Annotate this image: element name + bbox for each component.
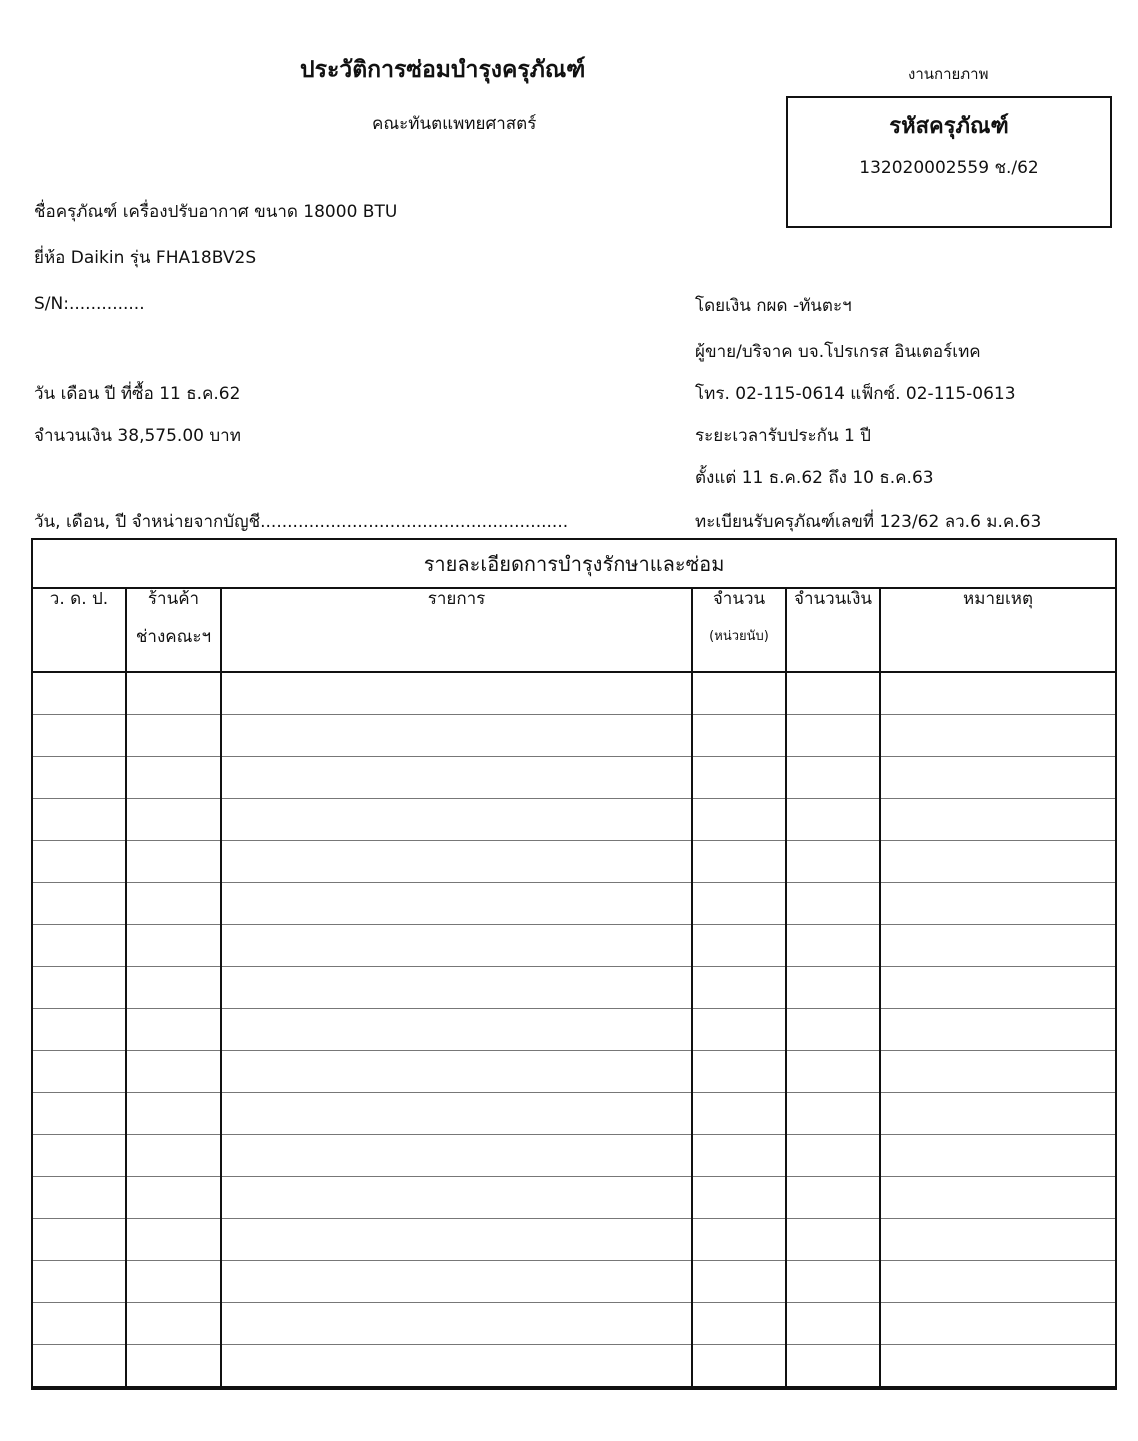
cell-amount bbox=[786, 1135, 880, 1177]
cell-remarks bbox=[880, 1135, 1116, 1177]
warranty-period: ตั้งแต่ 11 ธ.ค.62 ถึง 10 ธ.ค.63 bbox=[695, 468, 934, 488]
cell-date bbox=[32, 672, 126, 715]
cell-item bbox=[221, 672, 692, 715]
purchase-date: วัน เดือน ปี ที่ซื้อ 11 ธ.ค.62 bbox=[34, 384, 241, 404]
column-header-date: ว. ด. ป. bbox=[32, 588, 126, 672]
cell-quantity bbox=[692, 672, 786, 715]
maintenance-table bbox=[31, 538, 1117, 1390]
vendor-contact: โทร. 02-115-0614 แฟ็กซ์. 02-115-0613 bbox=[695, 384, 1016, 404]
cell-shop bbox=[126, 1261, 221, 1303]
cell-amount bbox=[786, 1009, 880, 1051]
cell-amount bbox=[786, 1093, 880, 1135]
warranty-duration: ระยะเวลารับประกัน 1 ปี bbox=[695, 426, 871, 446]
disposal-date: วัน, เดือน, ปี จำหน่ายจากบัญชี......................................................... bbox=[34, 512, 569, 532]
column-header-item: รายการ bbox=[221, 588, 692, 672]
table-row bbox=[32, 1177, 1116, 1219]
table-row bbox=[32, 799, 1116, 841]
cell-shop bbox=[126, 672, 221, 715]
cell-quantity bbox=[692, 1177, 786, 1219]
cell-amount bbox=[786, 1219, 880, 1261]
cell-date bbox=[32, 967, 126, 1009]
cell-item bbox=[221, 1093, 692, 1135]
registry-number: ทะเบียนรับครุภัณฑ์เลขที่ 123/62 ลว.6 ม.ค.63 bbox=[695, 512, 1042, 532]
cell-date bbox=[32, 1093, 126, 1135]
cell-remarks bbox=[880, 1009, 1116, 1051]
table-row bbox=[32, 1093, 1116, 1135]
cell-date bbox=[32, 925, 126, 967]
cell-remarks bbox=[880, 883, 1116, 925]
cell-amount bbox=[786, 1303, 880, 1345]
table-body bbox=[32, 672, 1116, 1388]
cell-date bbox=[32, 1261, 126, 1303]
page-title: ประวัติการซ่อมบำรุงครุภัณฑ์ bbox=[300, 57, 586, 83]
purchase-amount: จำนวนเงิน 38,575.00 บาท bbox=[34, 426, 241, 446]
column-header-shop: ร้านค้า ช่างคณะฯ bbox=[126, 588, 221, 672]
cell-date bbox=[32, 1051, 126, 1093]
cell-date bbox=[32, 883, 126, 925]
asset-code-label: รหัสครุภัณฑ์ bbox=[889, 114, 1009, 139]
cell-amount bbox=[786, 1177, 880, 1219]
faculty-name: คณะทันตแพทยศาสตร์ bbox=[372, 114, 537, 134]
cell-amount bbox=[786, 883, 880, 925]
table-row bbox=[32, 1345, 1116, 1389]
cell-item bbox=[221, 715, 692, 757]
cell-date bbox=[32, 1219, 126, 1261]
cell-remarks bbox=[880, 672, 1116, 715]
table-row bbox=[32, 1051, 1116, 1093]
cell-remarks bbox=[880, 1261, 1116, 1303]
cell-amount bbox=[786, 1051, 880, 1093]
asset-code-box bbox=[786, 96, 1112, 228]
table-row bbox=[32, 883, 1116, 925]
cell-date bbox=[32, 757, 126, 799]
serial-number: S/N:.............. bbox=[34, 294, 145, 314]
cell-item bbox=[221, 1345, 692, 1389]
cell-amount bbox=[786, 672, 880, 715]
cell-date bbox=[32, 841, 126, 883]
cell-quantity bbox=[692, 1261, 786, 1303]
cell-amount bbox=[786, 1345, 880, 1389]
cell-item bbox=[221, 1135, 692, 1177]
asset-name: ชื่อครุภัณฑ์ เครื่องปรับอากาศ ขนาด 18000 BTU bbox=[34, 202, 398, 222]
cell-shop bbox=[126, 841, 221, 883]
cell-quantity bbox=[692, 841, 786, 883]
column-header-quantity: จำนวน (หน่วยนับ) bbox=[692, 588, 786, 672]
table-row bbox=[32, 1009, 1116, 1051]
cell-item bbox=[221, 1219, 692, 1261]
table-row bbox=[32, 672, 1116, 715]
cell-remarks bbox=[880, 1345, 1116, 1389]
cell-remarks bbox=[880, 715, 1116, 757]
cell-amount bbox=[786, 1261, 880, 1303]
cell-item bbox=[221, 967, 692, 1009]
cell-quantity bbox=[692, 757, 786, 799]
cell-amount bbox=[786, 757, 880, 799]
cell-date bbox=[32, 1345, 126, 1389]
cell-amount bbox=[786, 925, 880, 967]
table-row bbox=[32, 715, 1116, 757]
cell-shop bbox=[126, 1093, 221, 1135]
cell-item bbox=[221, 1261, 692, 1303]
cell-date bbox=[32, 1303, 126, 1345]
cell-quantity bbox=[692, 925, 786, 967]
table-row bbox=[32, 757, 1116, 799]
cell-remarks bbox=[880, 757, 1116, 799]
cell-shop bbox=[126, 967, 221, 1009]
cell-remarks bbox=[880, 1303, 1116, 1345]
cell-item bbox=[221, 1009, 692, 1051]
cell-item bbox=[221, 841, 692, 883]
funding-source: โดยเงิน กผด -ทันตะฯ bbox=[695, 296, 852, 316]
column-header-remarks: หมายเหตุ bbox=[880, 588, 1116, 672]
table-row bbox=[32, 841, 1116, 883]
cell-shop bbox=[126, 1345, 221, 1389]
cell-quantity bbox=[692, 799, 786, 841]
cell-shop bbox=[126, 715, 221, 757]
cell-quantity bbox=[692, 1135, 786, 1177]
cell-amount bbox=[786, 799, 880, 841]
cell-remarks bbox=[880, 925, 1116, 967]
table-row bbox=[32, 1303, 1116, 1345]
vendor: ผู้ขาย/บริจาค บจ.โปรเกรส อินเตอร์เทค bbox=[695, 342, 981, 362]
cell-amount bbox=[786, 967, 880, 1009]
table-caption: รายละเอียดการบำรุงรักษาและซ่อม bbox=[32, 539, 1116, 588]
cell-quantity bbox=[692, 1009, 786, 1051]
cell-quantity bbox=[692, 883, 786, 925]
cell-shop bbox=[126, 1219, 221, 1261]
cell-quantity bbox=[692, 1345, 786, 1389]
cell-date bbox=[32, 715, 126, 757]
cell-quantity bbox=[692, 1051, 786, 1093]
cell-shop bbox=[126, 1303, 221, 1345]
table-row bbox=[32, 925, 1116, 967]
cell-item bbox=[221, 1051, 692, 1093]
cell-quantity bbox=[692, 1093, 786, 1135]
cell-shop bbox=[126, 799, 221, 841]
cell-quantity bbox=[692, 715, 786, 757]
cell-shop bbox=[126, 757, 221, 799]
cell-amount bbox=[786, 841, 880, 883]
table-row bbox=[32, 967, 1116, 1009]
table-row bbox=[32, 1261, 1116, 1303]
cell-item bbox=[221, 799, 692, 841]
cell-remarks bbox=[880, 967, 1116, 1009]
cell-item bbox=[221, 757, 692, 799]
cell-date bbox=[32, 1009, 126, 1051]
cell-remarks bbox=[880, 1051, 1116, 1093]
cell-remarks bbox=[880, 1093, 1116, 1135]
cell-date bbox=[32, 1135, 126, 1177]
cell-remarks bbox=[880, 841, 1116, 883]
cell-shop bbox=[126, 1051, 221, 1093]
cell-shop bbox=[126, 1135, 221, 1177]
cell-shop bbox=[126, 1177, 221, 1219]
cell-shop bbox=[126, 925, 221, 967]
cell-remarks bbox=[880, 1177, 1116, 1219]
table-row bbox=[32, 1219, 1116, 1261]
cell-quantity bbox=[692, 1303, 786, 1345]
cell-date bbox=[32, 1177, 126, 1219]
cell-remarks bbox=[880, 1219, 1116, 1261]
cell-quantity bbox=[692, 967, 786, 1009]
cell-item bbox=[221, 1303, 692, 1345]
cell-shop bbox=[126, 883, 221, 925]
asset-code-value: 132020002559 ช./62 bbox=[859, 158, 1039, 178]
cell-item bbox=[221, 925, 692, 967]
cell-item bbox=[221, 883, 692, 925]
brand-model: ยี่ห้อ Daikin รุ่น FHA18BV2S bbox=[34, 248, 257, 268]
cell-item bbox=[221, 1177, 692, 1219]
cell-date bbox=[32, 799, 126, 841]
cell-shop bbox=[126, 1009, 221, 1051]
cell-amount bbox=[786, 715, 880, 757]
cell-quantity bbox=[692, 1219, 786, 1261]
column-header-amount: จำนวนเงิน bbox=[786, 588, 880, 672]
table-row bbox=[32, 1135, 1116, 1177]
department-name: งานกายภาพ bbox=[908, 65, 989, 83]
cell-remarks bbox=[880, 799, 1116, 841]
